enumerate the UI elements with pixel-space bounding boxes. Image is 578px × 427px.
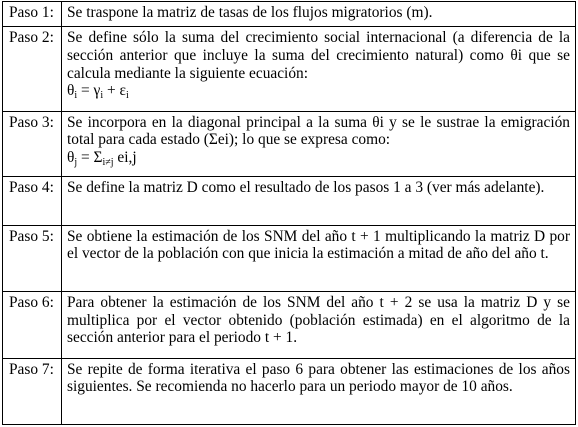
step-equation: $\theta_j = \Sigma_{i\ne j}$ ei,j — [67, 148, 137, 168]
step-text: Se define la matriz D como el resultado de los pasos 1 a 3 (ver más adelante). — [62, 177, 576, 226]
step-text: Se repite de forma iterativa el paso 6 para obtener las estimaciones de los años siguientes. Se recomienda no hacerlo para un periodo mayor de 10 años. — [62, 358, 576, 425]
step-label: Paso 6: — [3, 292, 62, 358]
step-text: Se traspone la matriz de tasas de los flujos migratorios (m). — [62, 2, 576, 27]
step-label: Paso 7: — [3, 358, 62, 425]
step-label: Paso 4: — [3, 177, 62, 226]
step-text: Para obtener la estimación de los SNM del año t + 2 se usa la matriz D y se multiplica por el vector obtenido (población estimada) en el algoritmo de la sección anterior para el periodo t + 1. — [62, 292, 576, 358]
step-label: Paso 3: — [3, 111, 62, 176]
step-row — [3, 292, 576, 358]
step-label: Paso 1: — [3, 2, 62, 27]
step-row — [3, 358, 576, 425]
step-text: Se obtiene la estimación de los SNM del año t + 1 multiplicando la matriz D por el vector de la población con que inicia la estimación a mitad de año del año t. — [62, 225, 576, 291]
step-row — [3, 225, 576, 291]
step-equation: $\theta_i = \gamma_i + \varepsilon_i$ — [67, 82, 129, 102]
step-row — [3, 27, 576, 111]
step-cell — [62, 111, 576, 176]
step-cell — [62, 27, 576, 111]
step-row — [3, 177, 576, 226]
steps-table — [2, 1, 576, 425]
step-label: Paso 2: — [3, 27, 62, 111]
step-text: Se incorpora en la diagonal principal a la suma θi y se le sustrae la emigración total para cada estado (Σei); lo que se expresa como: — [67, 113, 570, 149]
step-label: Paso 5: — [3, 225, 62, 291]
step-row — [3, 2, 576, 27]
step-row — [3, 111, 576, 176]
step-text: Se define sólo la suma del crecimiento social internacional (a diferencia de la sección anterior que incluye la suma del crecimiento natural) como θi que se calcula mediante la siguiente ecuación: — [67, 29, 570, 82]
